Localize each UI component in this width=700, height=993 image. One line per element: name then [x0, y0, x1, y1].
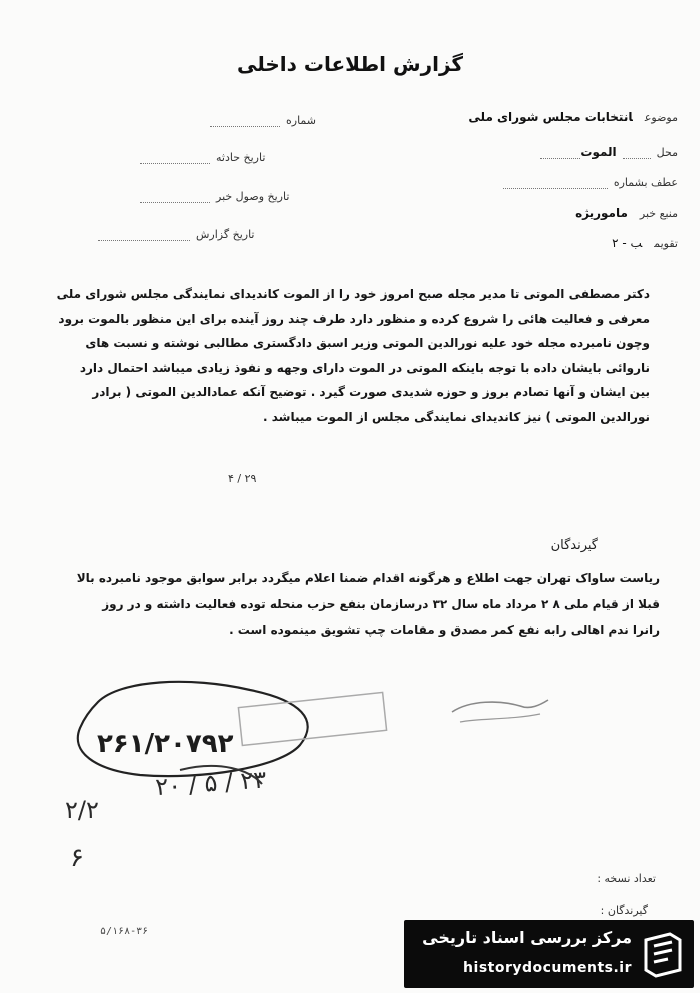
event-date-label: تاریخ حادثه	[216, 151, 266, 164]
number-label: شماره	[286, 114, 317, 127]
source-value: ماموریژه	[575, 206, 628, 220]
location-label: محل	[656, 146, 678, 159]
body-line: وچون نامبرده مجله خود علیه نورالدین الموتی وزیر اسبق دادگستری مطالبی نوشته و نسبت های	[85, 336, 650, 350]
handwritten-mark: ۶	[70, 843, 84, 873]
reference-label: عطف بشماره	[613, 176, 678, 189]
receipt-date-label: تاریخ وصول خبر	[216, 190, 290, 203]
watermark-logo	[404, 920, 694, 988]
document-code: ۵/۱۶۸-۳۶	[100, 926, 149, 937]
body-line: ناروائی بایشان داده با توجه باینکه الموتی در الموت دارای وجهه و نفوذ زیادی میباشد احتمال دارد	[79, 360, 650, 375]
subject-label: موضوع	[644, 111, 678, 124]
report-date-label: تاریخ گزارش	[196, 228, 255, 241]
stamp-number: ۲۶۱/۲۰۷۹۲	[97, 729, 234, 759]
subject-value: انتخابات مجلس شورای ملی	[468, 110, 633, 124]
body-line: معرفی و فعالیت هائی را شروع کرده و منظور دارد طرف چند روز آینده برای این منظور بالموت برود	[58, 311, 650, 326]
recipients-line: قبلا از قیام ملی ۸ ۲ مرداد ماه سال ۳۲ درسازمان بنفع حزب منحله توده فعالیت داشته و در روز	[102, 597, 660, 611]
handwritten-mark: ۲/۲	[65, 796, 99, 824]
copies-field: تعداد نسخه :	[597, 872, 656, 885]
handwritten-date: ۲۰ / ۵ / ۲۳	[154, 765, 268, 802]
recipients-line: رانرا ندم اهالی رابه نفع کمر مصدق و مقامات چپ تشویق مینموده است .	[229, 623, 660, 637]
body-line: دکتر مصطفی الموتی تا مدیر مجله صبح امروز خود را از الموت کاندیدای نمایندگی مجلس شورای ملی	[56, 287, 650, 301]
footer-recipients-label: گیرندگان	[607, 904, 648, 917]
report-title: گزارش اطلاعات داخلی	[236, 52, 464, 76]
logo-url: historydocuments.ir	[463, 960, 632, 976]
location-value: الموت	[580, 145, 617, 159]
margin-note: ۴ / ۲۹	[228, 472, 257, 485]
body-line: بین ایشان و آنها تصادم بروز و حوزه شدیدی صورت گیرد . توضیح آنکه عمادالدین الموتی ( برادر	[92, 385, 650, 399]
footer-recipients-field: گیرندگان :	[600, 904, 648, 917]
assessment-label: تقویم	[654, 237, 678, 250]
assessment-value: ب - ۲	[612, 236, 643, 250]
document-archive-icon	[640, 930, 686, 978]
recipients-line: ریاست ساواک تهران جهت اطلاع و هرگونه اقدام ضمنا اعلام میگردد برابر سوابق موجود نامبرده بالا	[76, 571, 660, 585]
copies-label: تعداد نسخه	[604, 872, 656, 885]
body-line: نورالدین الموتی ) نیز کاندیدای نمایندگی مجلس از الموت میباشد .	[263, 409, 650, 424]
logo-name: مرکز بررسی اسناد تاریخی	[422, 928, 632, 947]
source-label: منبع خبر	[639, 207, 678, 220]
recipients-heading: گیرندگان	[550, 538, 598, 553]
